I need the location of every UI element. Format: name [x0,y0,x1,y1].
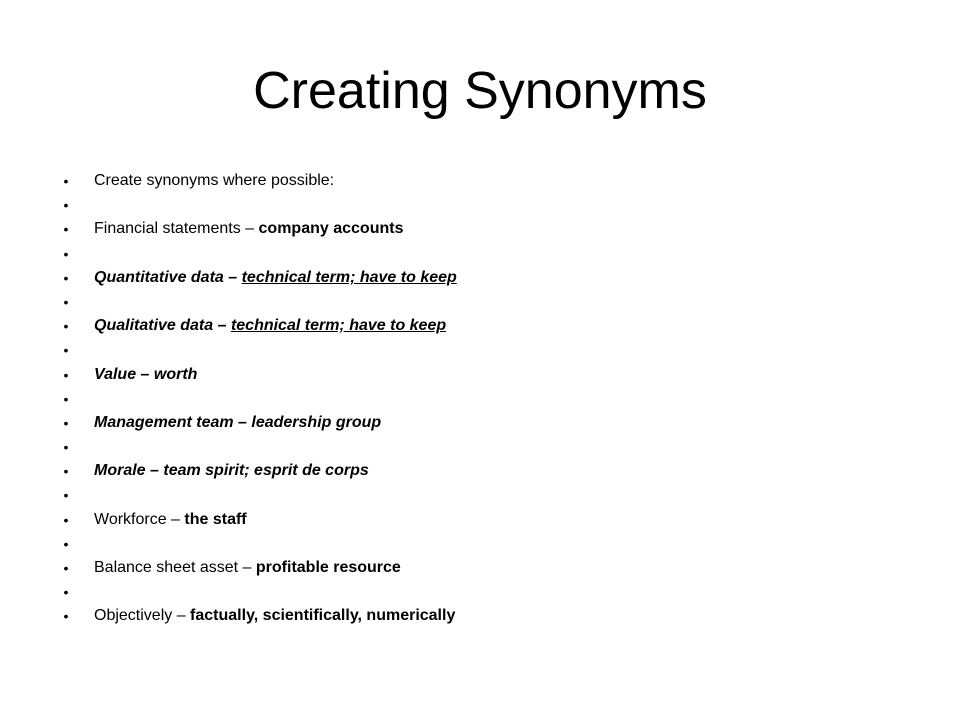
bullet-text [94,414,381,431]
bullet-text-run: Value – worth [94,365,198,383]
bullet-icon: • [63,560,69,576]
bullet-text-run: Qualitative data – [94,317,231,335]
slide-title: Creating Synonyms [253,62,707,120]
bullet-item [60,411,457,435]
bullet-text-run: Balance sheet asset – [94,559,256,576]
bullet-list [60,169,457,629]
bullet-item [60,217,457,241]
bullet-icon: • [63,463,69,480]
bullet-text-run: Workforce – [94,510,185,528]
bullet-text-run: company accounts [258,220,404,238]
bullet-item [60,193,457,217]
bullet-icon: • [63,487,69,504]
bullet-text-run: the staff [184,510,247,528]
bullet-icon: • [63,318,69,335]
bullet-item [60,580,457,604]
bullet-text [94,220,403,237]
bullet-item [60,387,457,411]
bullet-item [60,508,457,532]
bullet-icon: • [63,535,69,552]
bullet-item [60,459,457,483]
bullet-text-run: Morale – team spirit; esprit de corps [94,462,369,480]
bullet-item [60,314,457,338]
bullet-icon: • [63,269,69,286]
bullet-text [94,559,401,576]
bullet-icon: • [63,366,69,383]
bullet-icon: • [63,511,69,528]
bullet-item [60,435,457,459]
bullet-item [60,338,457,362]
bullet-icon: • [63,173,69,189]
bullet-icon: • [63,390,69,407]
bullet-item [60,266,457,290]
bullet-item [60,242,457,266]
bullet-text [94,511,247,528]
bullet-item [60,169,457,193]
bullet-text [94,366,197,383]
bullet-text-run: technical term; have to keep [241,268,457,286]
bullet-icon: • [63,197,69,214]
bullet-text [94,607,455,624]
bullet-item [60,363,457,387]
bullet-text-run: profitable resource [255,559,401,576]
bullet-icon: • [63,608,69,625]
bullet-text-run: Create synonyms where possible: [94,172,335,189]
bullet-text [94,317,446,334]
bullet-item [60,532,457,556]
bullet-item [60,483,457,507]
bullet-item [60,290,457,314]
bullet-item [60,556,457,580]
bullet-icon: • [63,293,69,310]
bullet-text-run: Quantitative data – [94,268,242,286]
bullet-icon: • [63,439,69,456]
bullet-text [94,269,457,286]
bullet-text-run: Objectively – [94,607,191,625]
bullet-text-run: Financial statements – [94,220,259,238]
bullet-item [60,604,457,628]
bullet-icon: • [63,245,69,262]
bullet-text [94,462,369,479]
bullet-text-run: Management team – leadership group [94,413,382,431]
bullet-icon: • [63,584,69,601]
bullet-text-run: factually, scientifically, numerically [190,607,456,625]
bullet-icon: • [63,342,69,359]
bullet-text [94,172,334,189]
bullet-icon: • [63,221,69,238]
bullet-icon: • [63,414,69,431]
bullet-text-run: technical term; have to keep [230,317,447,335]
